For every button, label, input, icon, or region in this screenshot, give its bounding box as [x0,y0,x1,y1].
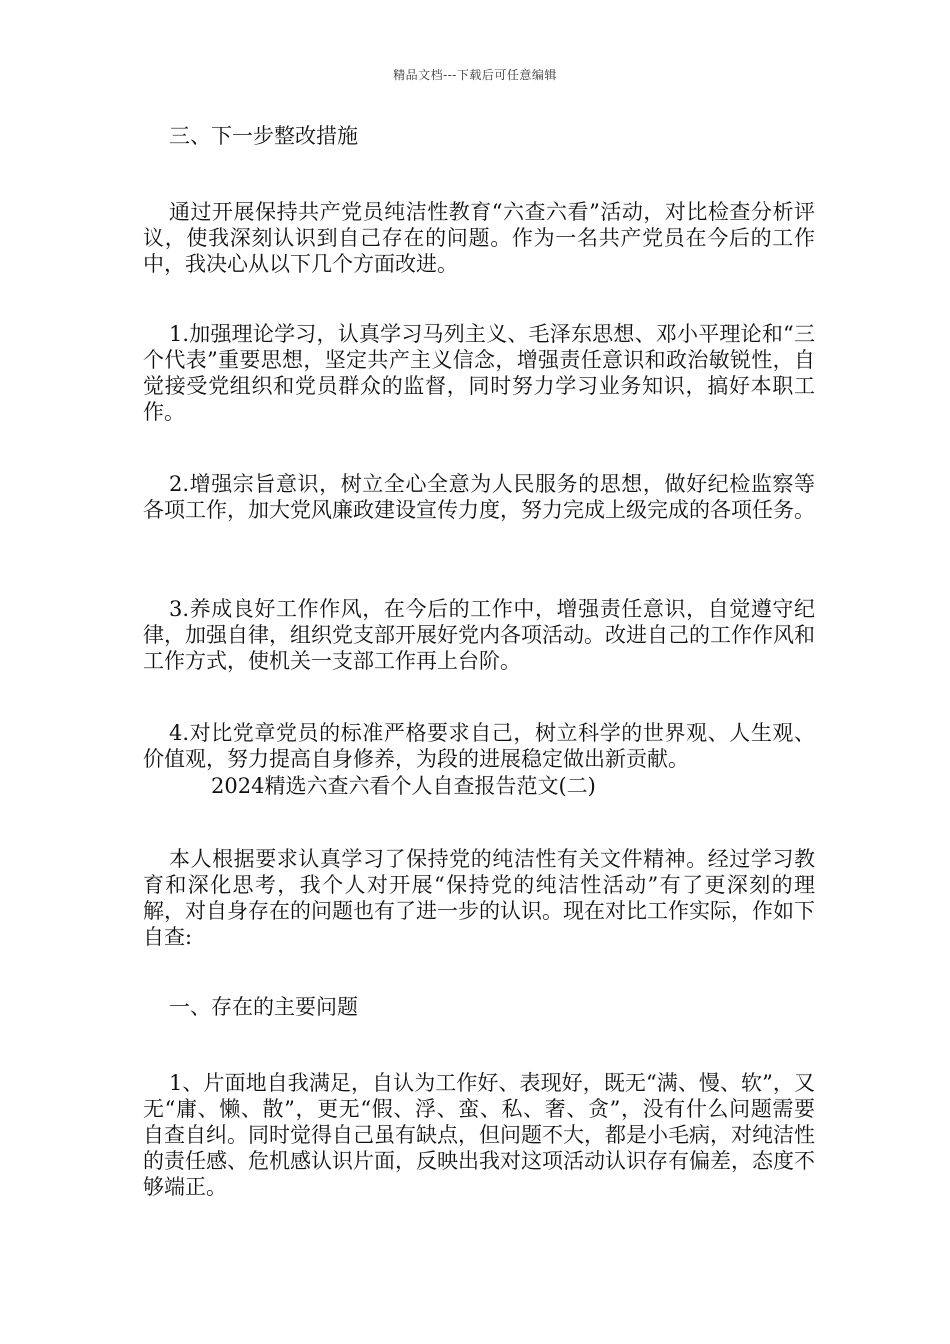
document-subtitle: 2024精选六查六看个人自查报告范文(二) [211,774,596,798]
paragraph-self-check-intro: 本人根据要求认真学习了保持党的纯洁性有关文件精神。经过学习教育和深化思考，我个人对开展“保持党的纯洁性活动”有了更深刻的理解，对自身存在的问题也有了进一步的认识。现在对比工作实际，作如下自查: [143,847,815,949]
list-item-work-style: 3.养成良好工作作风，在今后的工作中，增强责任意识，自觉遵守纪律，加强自律，组织党支部开展好党内各项活动。改进自己的工作作风和工作方式，使机关一支部工作再上台阶。 [143,597,815,673]
paragraph-intro-rectification: 通过开展保持共产党员纯洁性教育“六查六看”活动，对比检查分析评议，使我深刻认识到自己存在的问题。作为一名共产党员在今后的工作中，我决心从以下几个方面改进。 [143,200,815,276]
page-header: 精品文档---下载后可任意编辑 [393,68,557,82]
list-item-self-satisfaction: 1、片面地自我满足，自认为工作好、表现好，既无“满、慢、软”，又无“庸、懒、散”，更无“假、浮、蛮、私、奢、贪”，没有什么问题需要自查自纠。同时觉得自己虽有缺点，但问题不大，都是小毛病，对纯洁性的责任感、危机感认识片面，反映出我对这项活动认识存有偏差，态度不够端正。 [143,1071,815,1199]
section-heading-main-problems: 一、存在的主要问题 [169,995,358,1019]
list-item-purpose-awareness: 2.增强宗旨意识，树立全心全意为人民服务的思想，做好纪检监察等各项工作，加大党风廉政建设宣传力度，努力完成上级完成的各项任务。 [143,472,815,522]
list-item-party-standard: 4.对比党章党员的标准严格要求自己，树立科学的世界观、人生观、价值观，努力提高自身修养，为段的进展稳定做出新贡献。 [143,721,815,771]
list-item-theory-study: 1.加强理论学习，认真学习马列主义、毛泽东思想、邓小平理论和“三个代表”重要思想，坚定共产主义信念，增强责任意识和政治敏锐性，自觉接受党组织和党员群众的监督，同时努力学习业务知识，搞好本职工作。 [143,322,815,424]
section-heading-next-steps: 三、下一步整改措施 [169,124,358,148]
